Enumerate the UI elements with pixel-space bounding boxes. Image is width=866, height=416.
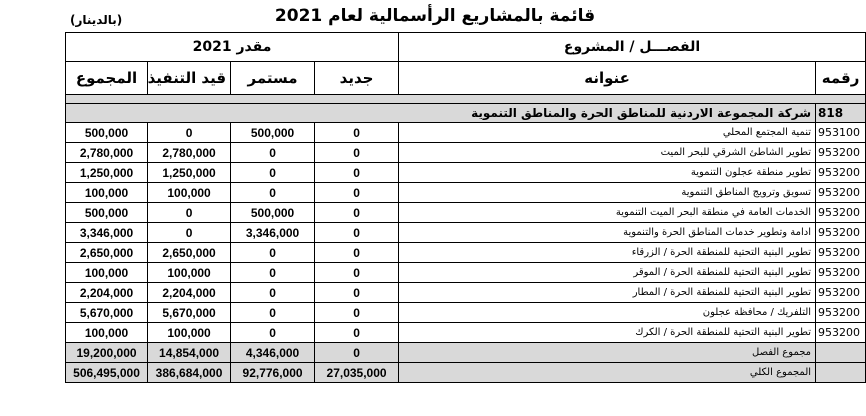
chapter-total-label: مجموع الفصل: [399, 343, 816, 363]
project-new: 0: [315, 263, 399, 283]
project-total: 2,204,000: [66, 283, 148, 303]
code-header: رقمه: [816, 62, 866, 95]
table-row: [66, 163, 866, 183]
project-code: 953200: [816, 163, 866, 183]
project-code: 953200: [816, 183, 866, 203]
table-row: [66, 303, 866, 323]
page-title: قائمة بالمشاريع الرأسمالية لعام 2021: [274, 6, 596, 26]
project-in-progress: 5,670,000: [148, 303, 231, 323]
project-title: تنمية المجتمع المحلي: [399, 123, 816, 143]
projects-table: [65, 32, 866, 383]
project-title: الخدمات العامة في منطقة البحر الميت التنموية: [399, 203, 816, 223]
chapter-total-sum: 19,200,000: [66, 343, 148, 363]
grand-total-ongoing: 92,776,000: [231, 363, 315, 383]
table-row: [66, 203, 866, 223]
chapter-total-row: [66, 343, 866, 363]
project-ongoing: 3,346,000: [231, 223, 315, 243]
grand-total-row: [66, 363, 866, 383]
project-new: 0: [315, 323, 399, 343]
project-in-progress: 0: [148, 203, 231, 223]
project-in-progress: 0: [148, 123, 231, 143]
project-in-progress: 2,650,000: [148, 243, 231, 263]
total-header: المجموع: [66, 62, 148, 95]
table-row: [66, 123, 866, 143]
project-total: 1,250,000: [66, 163, 148, 183]
project-code: 953200: [816, 223, 866, 243]
group-name: شركة المجموعة الاردنية للمناطق الحرة والمناطق التنموية: [66, 104, 816, 123]
project-title: تسويق وترويج المناطق التنموية: [399, 183, 816, 203]
project-new: 0: [315, 303, 399, 323]
table-row: [66, 243, 866, 263]
project-title: تطوير الشاطئ الشرقي للبحر الميت: [399, 143, 816, 163]
project-code: 953200: [816, 323, 866, 343]
title-header: عنوانه: [399, 62, 816, 95]
table-row: [66, 263, 866, 283]
project-title: تطوير منطقة عجلون التنموية: [399, 163, 816, 183]
project-total: 2,780,000: [66, 143, 148, 163]
project-ongoing: 0: [231, 143, 315, 163]
project-total: 100,000: [66, 323, 148, 343]
grand-total-sum: 506,495,000: [66, 363, 148, 383]
project-ongoing: 500,000: [231, 123, 315, 143]
currency-unit: (بالدينار): [70, 13, 123, 27]
table-row: [66, 143, 866, 163]
project-new: 0: [315, 123, 399, 143]
project-new: 0: [315, 243, 399, 263]
project-total: 500,000: [66, 203, 148, 223]
project-new: 0: [315, 143, 399, 163]
project-new: 0: [315, 163, 399, 183]
project-code: 953200: [816, 283, 866, 303]
project-ongoing: 0: [231, 283, 315, 303]
chapter-total-new: 0: [315, 343, 399, 363]
project-title: تطوير البنية التحتية للمنطقة الحرة / الموقر: [399, 263, 816, 283]
chapter-project-header: الفصـــل / المشروع: [399, 33, 866, 62]
ongoing-header: مستمر: [231, 62, 315, 95]
project-title: تطوير البنية التحتية للمنطقة الحرة / الزرقاء: [399, 243, 816, 263]
project-total: 5,670,000: [66, 303, 148, 323]
project-in-progress: 100,000: [148, 183, 231, 203]
project-title: التلفريك / محافظة عجلون: [399, 303, 816, 323]
group-code: 818: [816, 104, 866, 123]
project-total: 100,000: [66, 263, 148, 283]
new-header: جديد: [315, 62, 399, 95]
project-in-progress: 100,000: [148, 323, 231, 343]
project-ongoing: 0: [231, 243, 315, 263]
grand-total-in-progress: 386,684,000: [148, 363, 231, 383]
project-code: 953200: [816, 263, 866, 283]
group-row: [66, 104, 866, 123]
spacer-row: [66, 95, 866, 104]
project-total: 100,000: [66, 183, 148, 203]
project-code: 953200: [816, 303, 866, 323]
project-ongoing: 0: [231, 263, 315, 283]
project-code: 953100: [816, 123, 866, 143]
project-new: 0: [315, 183, 399, 203]
project-ongoing: 0: [231, 183, 315, 203]
project-title: تطوير البنية التحتية للمنطقة الحرة / الكرك: [399, 323, 816, 343]
table-row: [66, 223, 866, 243]
project-ongoing: 0: [231, 303, 315, 323]
chapter-total-in-progress: 14,854,000: [148, 343, 231, 363]
project-ongoing: 0: [231, 163, 315, 183]
project-code: 953200: [816, 203, 866, 223]
project-new: 0: [315, 283, 399, 303]
table-row: [66, 283, 866, 303]
project-in-progress: 2,780,000: [148, 143, 231, 163]
project-in-progress: 100,000: [148, 263, 231, 283]
project-in-progress: 1,250,000: [148, 163, 231, 183]
project-in-progress: 0: [148, 223, 231, 243]
table-row: [66, 323, 866, 343]
project-new: 0: [315, 223, 399, 243]
project-total: 3,346,000: [66, 223, 148, 243]
project-title: تطوير البنية التحتية للمنطقة الحرة / المطار: [399, 283, 816, 303]
table-row: [66, 183, 866, 203]
grand-total-new: 27,035,000: [315, 363, 399, 383]
project-code: 953200: [816, 143, 866, 163]
project-in-progress: 2,204,000: [148, 283, 231, 303]
project-code: 953200: [816, 243, 866, 263]
project-ongoing: 500,000: [231, 203, 315, 223]
estimate-year-header: مقدر 2021: [66, 33, 399, 62]
chapter-total-ongoing: 4,346,000: [231, 343, 315, 363]
grand-total-label: المجموع الكلي: [399, 363, 816, 383]
project-new: 0: [315, 203, 399, 223]
project-total: 2,650,000: [66, 243, 148, 263]
project-total: 500,000: [66, 123, 148, 143]
in-progress-header: قيد التنفيذ: [148, 62, 231, 95]
project-ongoing: 0: [231, 323, 315, 343]
project-title: ادامة وتطوير خدمات المناطق الحرة والتنموية: [399, 223, 816, 243]
